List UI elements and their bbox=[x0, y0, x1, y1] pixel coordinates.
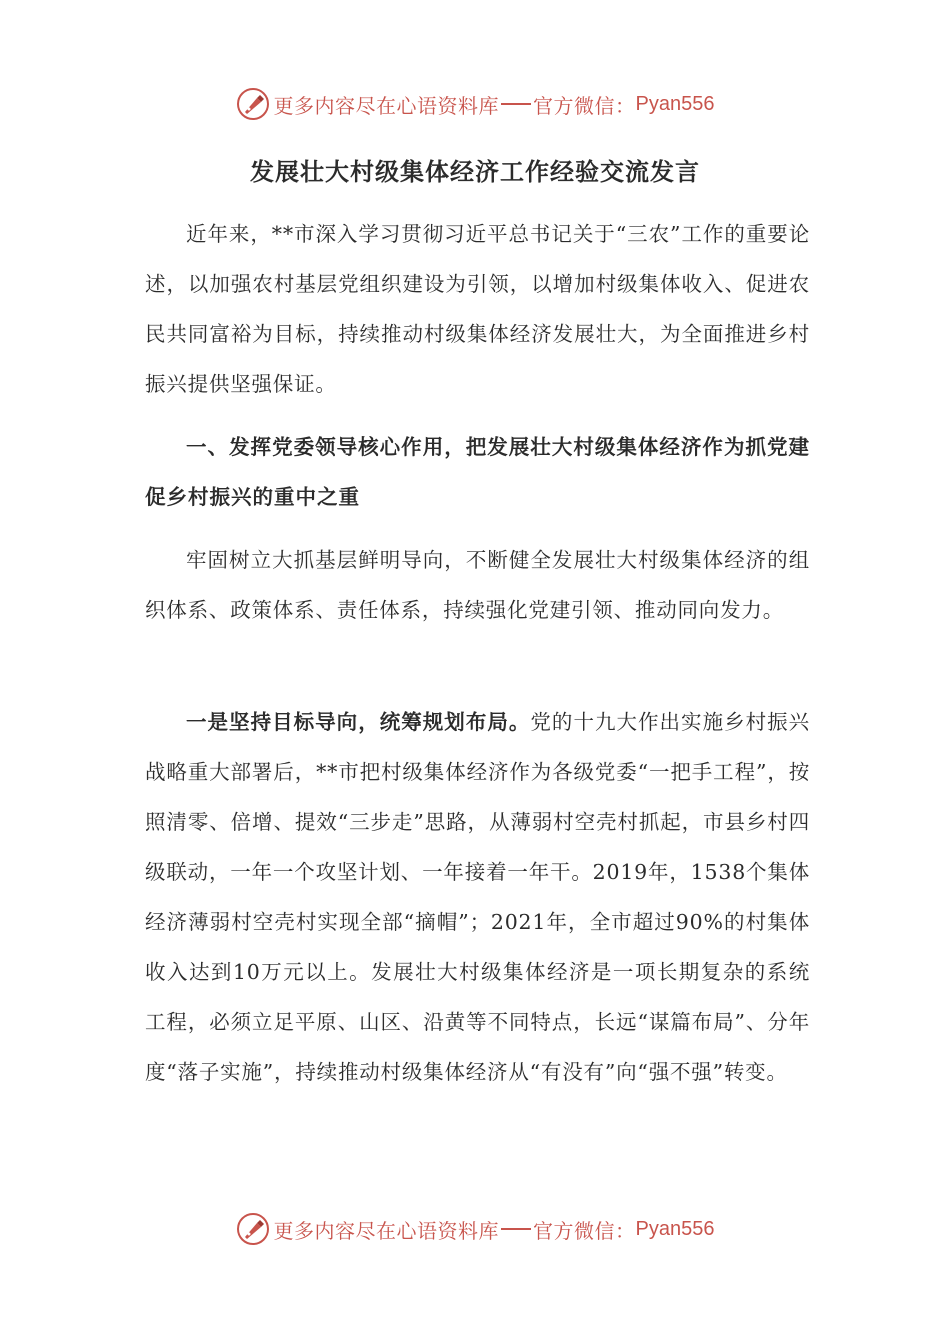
footer-watermark bbox=[0, 1209, 950, 1249]
point-paragraph bbox=[145, 697, 810, 1097]
point-lead: 一是坚持目标导向，统筹规划布局。 bbox=[186, 710, 531, 734]
watermark-dash bbox=[501, 103, 531, 105]
point-body: 党的十九大作出实施乡村振兴战略重大部署后，**市把村级集体经济作为各级党委“一把手工程”，按照清零、倍增、提效“三步走”思路，从薄弱村空壳村抓起，市县乡村四级联动，一年一个攻坚计划、一年接着一年干。2019年，1538个集体经济薄弱村空壳村实现全部“摘帽”；2021年，全市超过90%的村集体收入达到10万元以上。发展壮大村级集体经济是一项长期复杂的系统工程，必须立足平原、山区、沿黄等不同特点，长远“谋篇布局”、分年度“落子实施”，持续推动村级集体经济从“有没有”向“强不强”转变。 bbox=[145, 710, 810, 1084]
section-heading: 一、发挥党委领导核心作用，把发展壮大村级集体经济作为抓党建促乡村振兴的重中之重 bbox=[145, 435, 810, 509]
wechat-label: 官方微信： bbox=[533, 1218, 636, 1243]
watermark-dash bbox=[501, 1228, 531, 1230]
intro-paragraph: 近年来，**市深入学习贯彻习近平总书记关于“三农”工作的重要论述，以加强农村基层党组织建设为引领，以增加村级集体收入、促进农民共同富裕为目标，持续推动村级集体经济发展壮大，为全面推进乡村振兴提供坚强保证。 bbox=[145, 222, 810, 396]
watermark-slogan: 更多内容尽在心语资料库 bbox=[273, 1218, 500, 1243]
wechat-id: Pyan556 bbox=[635, 92, 715, 115]
header-watermark bbox=[0, 84, 950, 124]
pen-nib-logo-icon bbox=[236, 1212, 270, 1246]
watermark-slogan: 更多内容尽在心语资料库 bbox=[273, 93, 500, 118]
document-title: 发展壮大村级集体经济工作经验交流发言 bbox=[250, 157, 700, 186]
section-intro-paragraph: 牢固树立大抓基层鲜明导向，不断健全发展壮大村级集体经济的组织体系、政策体系、责任体系，持续强化党建引领、推动同向发力。 bbox=[145, 548, 810, 622]
pen-nib-logo-icon bbox=[236, 87, 270, 121]
wechat-id: Pyan556 bbox=[635, 1217, 715, 1240]
wechat-label: 官方微信： bbox=[533, 93, 636, 118]
